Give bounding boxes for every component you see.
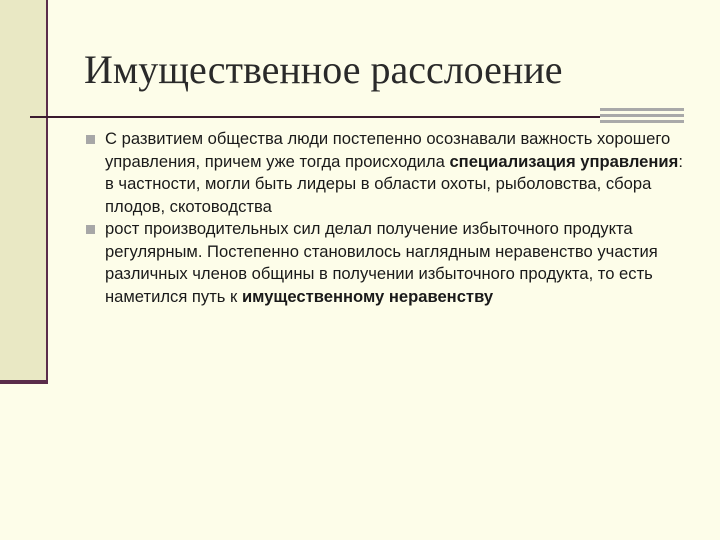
bullet-item-2 <box>86 218 686 308</box>
bullet-2-bold: имущественному неравенству <box>241 286 494 306</box>
bullet-1-bold: специализация управления <box>449 151 679 171</box>
square-bullet-icon <box>86 135 95 144</box>
bullet-2-text-before: рост производительных сил делал получение избыточного продукта регулярным. Постепенно становилось наглядным неравенство участия различных членов общины в получении избыточного продукта, то есть наметился путь к <box>105 219 658 306</box>
bullet-1-text-before: С развитием общества люди постепенно осознавали важность хорошего управления, причем уже тогда происходила <box>105 129 671 171</box>
bullet-text-2 <box>105 219 658 306</box>
left-bar-edge-line <box>46 0 48 384</box>
left-decorative-bar <box>0 0 46 382</box>
bullet-text-1 <box>105 129 683 216</box>
bullet-item-1 <box>86 128 686 218</box>
title-underline <box>30 116 684 118</box>
bullet-list <box>86 128 686 308</box>
title-rule-hatch <box>600 108 684 126</box>
bullet-1-text-after: : в частности, могли быть лидеры в области охоты, рыболовства, сбора плодов, скотоводства <box>105 151 683 216</box>
square-bullet-icon <box>86 225 95 234</box>
left-bar-bottom-line <box>0 380 48 384</box>
slide-title: Имущественное расслоение <box>84 47 563 92</box>
